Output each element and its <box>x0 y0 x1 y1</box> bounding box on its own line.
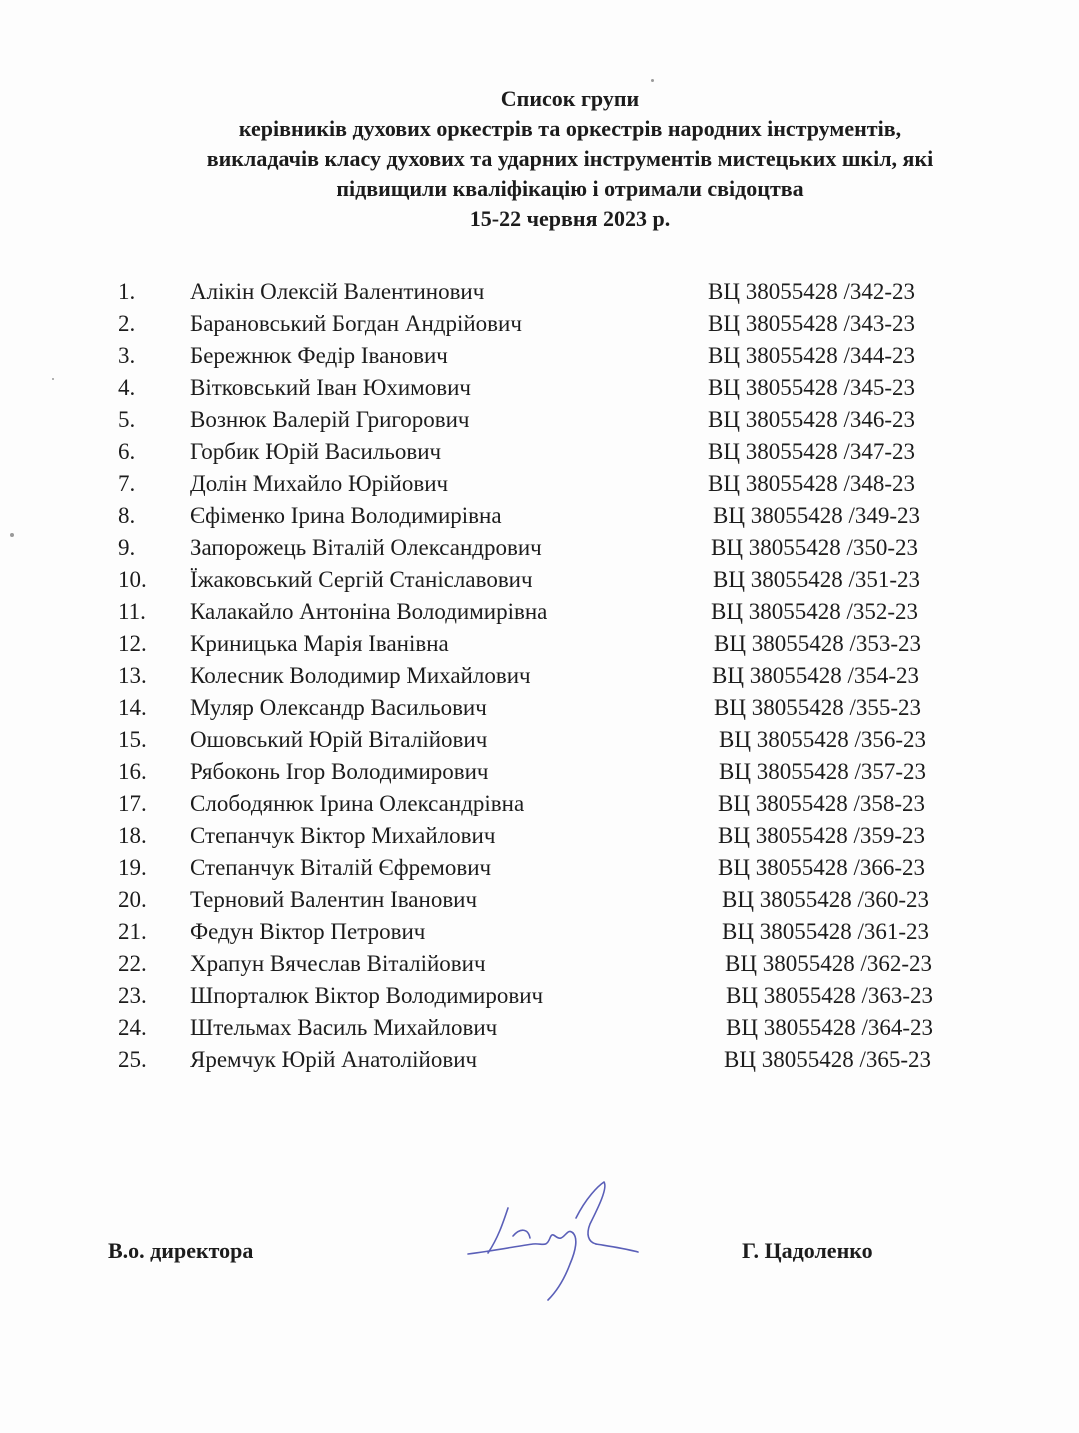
item-number: 4. <box>118 375 136 400</box>
certificate-number: ВЦ 38055428 /366-23 <box>718 855 925 880</box>
certificate-number: ВЦ 38055428 /348-23 <box>708 471 915 496</box>
item-number: 23. <box>118 983 147 1008</box>
list-item <box>118 404 1018 436</box>
participant-name: Барановський Богдан Андрійович <box>190 311 522 336</box>
item-number: 2. <box>118 311 136 336</box>
list-item <box>118 372 1018 404</box>
scan-speck <box>10 533 14 537</box>
item-number: 5. <box>118 407 136 432</box>
list-item <box>118 564 1018 596</box>
list-item <box>118 916 1018 948</box>
list-item <box>118 340 1018 372</box>
participant-name: Степанчук Віктор Михайлович <box>190 823 496 848</box>
item-number: 14. <box>118 695 147 720</box>
list-item <box>118 532 1018 564</box>
participant-name: Горбик Юрій Васильович <box>190 439 442 464</box>
director-role: В.о. директора <box>108 1238 254 1263</box>
scan-speck <box>651 79 654 82</box>
item-number: 8. <box>118 503 136 528</box>
list-item <box>118 980 1018 1012</box>
participant-name: Вознюк Валерій Григорович <box>190 407 470 432</box>
participant-name: Слободянюк Ірина Олександрівна <box>190 791 525 816</box>
participant-list <box>118 276 1018 1076</box>
list-item <box>118 852 1018 884</box>
certificate-number: ВЦ 38055428 /346-23 <box>708 407 915 432</box>
item-number: 21. <box>118 919 147 944</box>
certificate-number: ВЦ 38055428 /363-23 <box>726 983 933 1008</box>
certificate-number: ВЦ 38055428 /359-23 <box>718 823 925 848</box>
certificate-number: ВЦ 38055428 /360-23 <box>722 887 929 912</box>
participant-name: Федун Віктор Петрович <box>190 919 426 944</box>
participant-name: Бережнюк Федір Іванович <box>190 343 448 368</box>
list-item <box>118 1044 1018 1076</box>
certificate-number: ВЦ 38055428 /362-23 <box>725 951 932 976</box>
list-item <box>118 660 1018 692</box>
participant-name: Криницька Марія Іванівна <box>190 631 449 656</box>
list-item <box>118 788 1018 820</box>
participant-name: Калакайло Антоніна Володимирівна <box>190 599 548 624</box>
list-item <box>118 628 1018 660</box>
item-number: 3. <box>118 343 136 368</box>
certificate-number: ВЦ 38055428 /357-23 <box>719 759 926 784</box>
item-number: 1. <box>118 279 136 304</box>
certificate-number: ВЦ 38055428 /356-23 <box>719 727 926 752</box>
participant-name: Колесник Володимир Михайлович <box>190 663 531 688</box>
subtitle-line: викладачів класу духових та ударних інструментів мистецьких шкіл, які <box>206 146 934 171</box>
list-item <box>118 884 1018 916</box>
participant-name: Вітковський Іван Юхимович <box>190 375 471 400</box>
item-number: 6. <box>118 439 136 464</box>
certificate-number: ВЦ 38055428 /345-23 <box>708 375 915 400</box>
item-number: 18. <box>118 823 147 848</box>
list-item <box>118 596 1018 628</box>
date-line: 15-22 червня 2023 р. <box>469 206 671 231</box>
list-item <box>118 436 1018 468</box>
certificate-number: ВЦ 38055428 /354-23 <box>712 663 919 688</box>
participant-name: Храпун Вячеслав Віталійович <box>190 951 486 976</box>
item-number: 15. <box>118 727 147 752</box>
participant-name: Яремчук Юрій Анатолійович <box>190 1047 478 1072</box>
participant-name: Єфіменко Ірина Володимирівна <box>190 503 502 528</box>
list-item <box>118 468 1018 500</box>
item-number: 22. <box>118 951 147 976</box>
item-number: 13. <box>118 663 147 688</box>
certificate-number: ВЦ 38055428 /349-23 <box>713 503 920 528</box>
list-item <box>118 820 1018 852</box>
certificate-number: ВЦ 38055428 /344-23 <box>708 343 915 368</box>
certificate-number: ВЦ 38055428 /350-23 <box>711 535 918 560</box>
certificate-number: ВЦ 38055428 /347-23 <box>708 439 915 464</box>
list-item <box>118 692 1018 724</box>
certificate-number: ВЦ 38055428 /355-23 <box>714 695 921 720</box>
participant-name: Запорожець Віталій Олександрович <box>190 535 542 560</box>
item-number: 11. <box>118 599 146 624</box>
item-number: 7. <box>118 471 136 496</box>
scan-speck <box>52 378 54 380</box>
item-number: 10. <box>118 567 147 592</box>
certificate-number: ВЦ 38055428 /342-23 <box>708 279 915 304</box>
certificate-number: ВЦ 38055428 /343-23 <box>708 311 915 336</box>
participant-name: Їжаковський Сергій Станіславович <box>190 567 533 592</box>
certificate-number: ВЦ 38055428 /364-23 <box>726 1015 933 1040</box>
participant-name: Долін Михайло Юрійович <box>190 471 449 496</box>
item-number: 24. <box>118 1015 147 1040</box>
list-item <box>118 724 1018 756</box>
participant-name: Штельмах Василь Михайлович <box>190 1015 498 1040</box>
document-title <box>60 84 1079 234</box>
list-item <box>118 1012 1018 1044</box>
subtitle-line: підвищили кваліфікацію і отримали свідоцтва <box>336 176 804 201</box>
item-number: 16. <box>118 759 147 784</box>
item-number: 20. <box>118 887 147 912</box>
item-number: 25. <box>118 1047 147 1072</box>
handwritten-signature <box>458 1178 648 1308</box>
item-number: 9. <box>118 535 136 560</box>
list-item <box>118 308 1018 340</box>
item-number: 19. <box>118 855 147 880</box>
title-line: Список групи <box>500 86 640 111</box>
certificate-number: ВЦ 38055428 /361-23 <box>722 919 929 944</box>
certificate-number: ВЦ 38055428 /353-23 <box>714 631 921 656</box>
participant-name: Степанчук Віталій Єфремович <box>190 855 492 880</box>
item-number: 12. <box>118 631 147 656</box>
participant-name: Муляр Олександр Васильович <box>190 695 487 720</box>
certificate-number: ВЦ 38055428 /358-23 <box>718 791 925 816</box>
director-name: Г. Цадоленко <box>742 1238 873 1263</box>
list-item <box>118 948 1018 980</box>
subtitle-line: керівників духових оркестрів та оркестрів народних інструментів, <box>238 116 902 141</box>
item-number: 17. <box>118 791 147 816</box>
certificate-number: ВЦ 38055428 /365-23 <box>724 1047 931 1072</box>
participant-name: Алікін Олексій Валентинович <box>190 279 485 304</box>
certificate-number: ВЦ 38055428 /352-23 <box>711 599 918 624</box>
certificate-number: ВЦ 38055428 /351-23 <box>713 567 920 592</box>
participant-name: Рябоконь Ігор Володимирович <box>190 759 489 784</box>
list-item <box>118 276 1018 308</box>
participant-name: Терновий Валентин Іванович <box>190 887 478 912</box>
participant-name: Шпорталюк Віктор Володимирович <box>190 983 544 1008</box>
participant-name: Ошовський Юрій Віталійович <box>190 727 488 752</box>
list-item <box>118 500 1018 532</box>
list-item <box>118 756 1018 788</box>
